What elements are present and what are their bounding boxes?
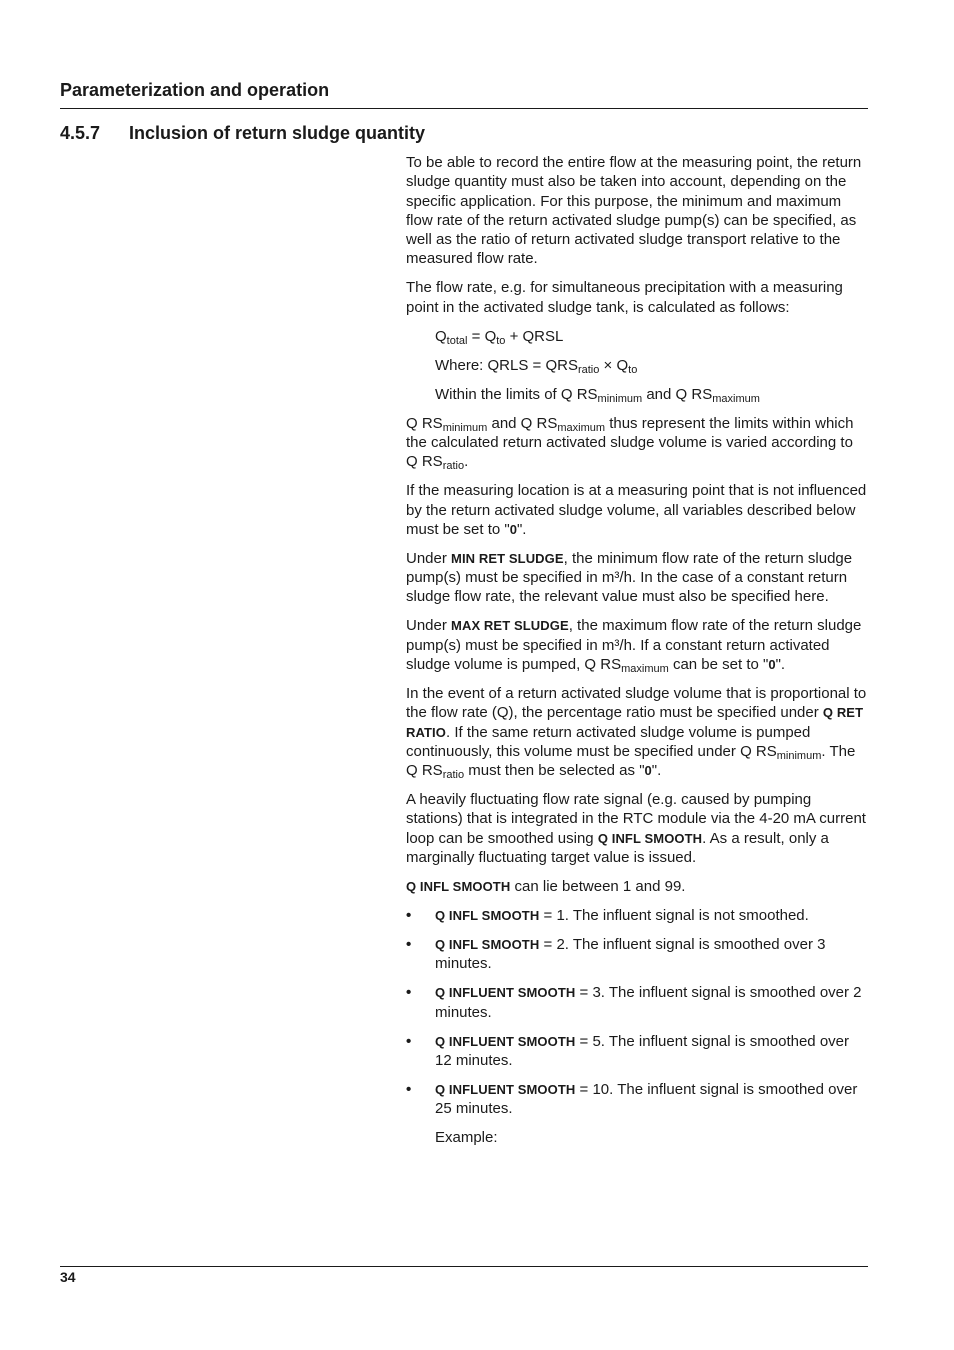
page-number: 34 (60, 1269, 76, 1285)
not-influenced-paragraph: If the measuring location is at a measuring point that is not influenced by the return activated sludge volume, all variables described below must be set to "0". (406, 482, 867, 538)
min-ret-sludge-keyword: MIN RET SLUDGE (451, 550, 564, 566)
list-item: • Q INFLUENT SMOOTH = 5. The influent signal is smoothed over 12 minutes. (406, 1032, 849, 1069)
min-ret-sludge-paragraph: Under MIN RET SLUDGE, the minimum flow rate of the return sludge pump(s) must be specified in m³/h. In the case of a constant return sludge flow rate, the relevant value must also be specified here. (406, 549, 853, 606)
body-text (406, 153, 868, 1157)
header-rule (60, 108, 868, 109)
section-number: 4.5.7 (60, 123, 101, 143)
formula-where: Where: QRLS = $QRS_{ratio} \times Q_{to}$ (435, 356, 638, 376)
section-heading (60, 122, 425, 144)
formula-total: $Q_{total} = Q_{to}$ + QRSL (435, 327, 564, 347)
q-infl-smooth-keyword: Q INFL SMOOTH (597, 830, 703, 846)
smooth-range-paragraph: Q INFL SMOOTH can lie between 1 and 99. (406, 878, 686, 896)
flow-intro-paragraph: The flow rate, e.g. for simultaneous precipitation with a measuring point in the activated sludge tank, is calculated as follows: (406, 279, 843, 316)
list-item: • Q INFLUENT SMOOTH = 10. The influent signal is smoothed over 25 minutes. (406, 1080, 858, 1118)
list-item: • Q INFL SMOOTH = 1. The influent signal is not smoothed. (406, 907, 809, 925)
smooth-paragraph: A heavily fluctuating flow rate signal (e.g. caused by pumping stations) that is integrated in the RTC module via the 4-20 mA current loop can be smoothed using Q INFL SMOOTH. As a result, only a marginally fluctuating target value is issued. (406, 791, 866, 867)
section-title: Inclusion of return sludge quantity (129, 123, 426, 143)
bullet-icon: • (406, 1032, 412, 1050)
bullet-icon: • (406, 984, 412, 1002)
intro-paragraph: To be able to record the entire flow at the measuring point, the return sludge quantity must also be taken into account, depending on the specific application. For this purpose, the minimum and maximum flow rate of the return activated sludge pump(s) can be specified, as well as the ratio of return activated sludge transport relative to the measured flow rate. (406, 154, 862, 268)
example-label: Example: (435, 1129, 498, 1147)
limits-paragraph: Q $RS_{minimum}$ and Q $RS_{maximum}$ thus represent the limits within which the calculated return activated sludge volume is varied according to Q $RS_{ratio}$. (406, 414, 854, 473)
bullet-icon: • (406, 1080, 412, 1098)
bullet-icon: • (406, 907, 412, 925)
max-ret-sludge-keyword: MAX RET SLUDGE (451, 618, 569, 634)
list-item: • Q INFLUENT SMOOTH = 3. The influent signal is smoothed over 2 minutes. (406, 984, 862, 1021)
footer-rule (60, 1266, 868, 1267)
formula-limits: Within the limits of Q $RS_{minimum}$ and Q $RS_{maximum}$ (435, 385, 760, 405)
q-ret-ratio-keyword: Q RET RATIO (406, 705, 864, 740)
max-ret-sludge-paragraph: Under MAX RET SLUDGE, the maximum flow rate of the return sludge pump(s) must be specified in m³/h. If a constant return activated sludge volume is pumped, Q $RS_{maximum}$ can be set to "0". (406, 617, 862, 676)
running-header: Parameterization and operation (60, 80, 330, 100)
smooth-values-list (406, 906, 868, 1118)
ret-ratio-paragraph: In the event of a return activated sludge volume that is proportional to the flow rate (Q), the percentage ratio must be specified under Q RET RATIO. If the same return activated sludge volume is pumped continuously, this volume must be specified under Q $RS_{minimum}$. The Q $RS_{ratio}$ must then be selected as "0". (406, 685, 867, 782)
bullet-icon: • (406, 936, 412, 954)
list-item: • Q INFL SMOOTH = 2. The influent signal is smoothed over 3 minutes. (406, 936, 826, 973)
